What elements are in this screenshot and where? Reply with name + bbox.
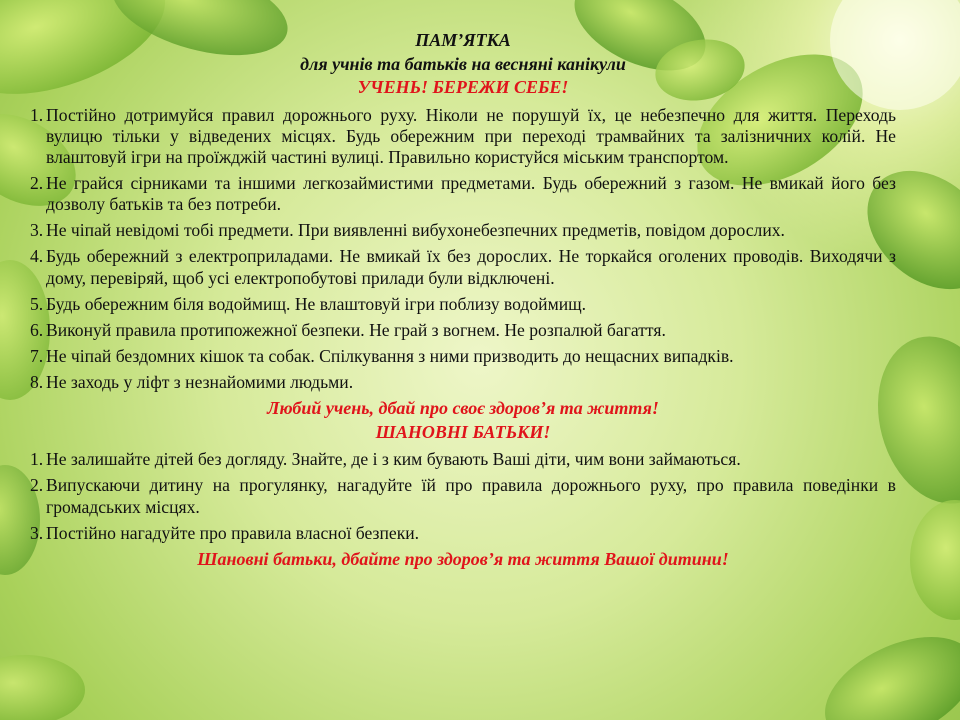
item-text: Не залишайте дітей без догляду. Знайте, де і з ким бувають Ваші діти, чим вони займаються. bbox=[46, 449, 741, 470]
item-number: 4. bbox=[30, 246, 44, 267]
item-number: 5. bbox=[30, 293, 44, 314]
list-item bbox=[30, 372, 896, 393]
leaf-shape bbox=[808, 615, 960, 720]
item-text: Постійно дотримуйся правил дорожнього руху. Ніколи не порушуй їх, це небезпечно для життя. Переходь вулицю тільки у відведених місцях. Будь обережним при переході трамвайних та залізничних колій. Не влаштовуй ігри на проїжджій частині вулиці. Правильно користуйся міським транспортом. bbox=[46, 104, 896, 167]
item-number: 3. bbox=[30, 522, 44, 543]
item-number: 2. bbox=[30, 173, 44, 194]
student-heading: УЧЕНЬ! БЕРЕЖИ СЕБЕ! bbox=[357, 77, 569, 98]
list-item bbox=[30, 320, 896, 341]
item-text: Не чіпай бездомних кішок та собак. Спілкування з ними призводить до нещасних випадків. bbox=[46, 345, 734, 366]
parent-rules-list bbox=[30, 449, 896, 543]
student-motto: Любий учень, дбай про своє здоров’я та життя! bbox=[267, 398, 659, 419]
list-item bbox=[30, 475, 896, 517]
memo-title: ПАМ’ЯТКА bbox=[415, 30, 511, 50]
item-text: Не грайся сірниками та іншими легкозаймистими предметами. Будь обережний з газом. Не вмикай його без дозволу батьків та без потреби. bbox=[46, 173, 896, 215]
list-item bbox=[30, 346, 896, 367]
parents-heading: ШАНОВНІ БАТЬКИ! bbox=[375, 421, 551, 442]
item-text: Виконуй правила протипожежної безпеки. Не грай з вогнем. Не розпалюй багаття. bbox=[46, 319, 666, 340]
item-text: Будь обережним біля водоймищ. Не влаштовуй ігри поблизу водоймищ. bbox=[46, 293, 587, 314]
item-number: 7. bbox=[30, 345, 44, 366]
list-item bbox=[30, 294, 896, 315]
memo-subtitle: для учнів та батьків на весняні канікули bbox=[300, 53, 626, 74]
list-item bbox=[30, 523, 896, 544]
item-text: Будь обережний з електроприладами. Не вмикай їх без дорослих. Не торкайся оголених проводів. Виходячи з дому, перевіряй, щоб усі електропобутові прилади були відключені. bbox=[46, 246, 896, 288]
item-number: 3. bbox=[30, 220, 44, 241]
item-number: 2. bbox=[30, 475, 44, 496]
item-text: Не чіпай невідомі тобі предмети. При виявленні вибухонебезпечних предметів, повідом дорослих. bbox=[46, 220, 785, 241]
item-number: 1. bbox=[30, 104, 44, 125]
memo-content bbox=[30, 28, 896, 572]
item-text: Випускаючи дитину на прогулянку, нагадуйте їй про правила дорожнього руху, про правила поведінки в громадських місцях. bbox=[46, 475, 896, 517]
list-item bbox=[30, 246, 896, 288]
list-item bbox=[30, 173, 896, 215]
list-item bbox=[30, 105, 896, 168]
item-number: 1. bbox=[30, 449, 44, 470]
parents-motto: Шановні батьки, дбайте про здоров’я та життя Вашої дитини! bbox=[197, 548, 729, 569]
item-text: Не заходь у ліфт з незнайомими людьми. bbox=[46, 371, 354, 392]
item-number: 6. bbox=[30, 319, 44, 340]
student-rules-list bbox=[30, 105, 896, 393]
list-item bbox=[30, 220, 896, 241]
item-number: 8. bbox=[30, 371, 44, 392]
item-text: Постійно нагадуйте про правила власної безпеки. bbox=[46, 522, 420, 543]
leaf-shape bbox=[910, 500, 960, 620]
list-item bbox=[30, 449, 896, 470]
leaf-shape bbox=[0, 655, 85, 720]
